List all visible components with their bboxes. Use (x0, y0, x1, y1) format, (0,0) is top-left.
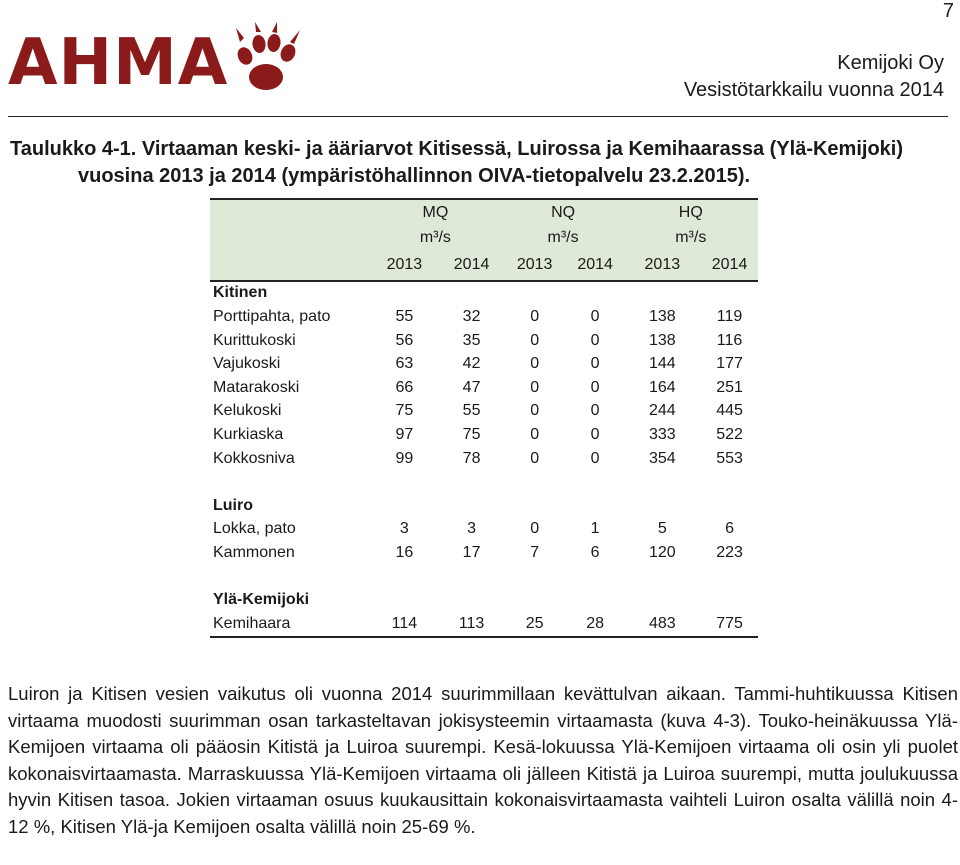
value-cell: 177 (716, 355, 743, 373)
section-spacer (210, 470, 758, 494)
value-cell: 244 (648, 402, 676, 420)
value-cell: 223 (716, 543, 743, 561)
station-name: Vajukoski (213, 355, 281, 373)
year-cell: 2014 (441, 250, 503, 281)
value-cell: 99 (395, 449, 414, 467)
value-cell: 775 (701, 612, 758, 637)
value-cell: 164 (648, 378, 676, 396)
value-cell: 32 (462, 307, 481, 325)
section-header-row (210, 588, 758, 612)
header-hq: HQ (624, 199, 758, 226)
station-name: Kokkosniva (213, 449, 295, 467)
value-cell: 0 (530, 449, 540, 467)
table-row (210, 376, 758, 400)
report-title: Vesistötarkkailu vuonna 2014 (683, 79, 944, 101)
value-cell: 0 (530, 425, 540, 443)
value-cell: 0 (590, 307, 600, 325)
value-cell: 55 (462, 402, 481, 420)
value-cell: 114 (368, 612, 440, 637)
section-title: Kitinen (213, 284, 268, 302)
value-cell: 0 (590, 378, 600, 396)
value-cell: 17 (462, 543, 481, 561)
table-header-units (210, 226, 758, 250)
value-cell: 28 (567, 612, 624, 637)
page-number: 7 (942, 0, 954, 22)
table-body (210, 281, 758, 637)
unit-hq: m³/s (624, 226, 758, 250)
value-cell: 116 (716, 331, 743, 349)
table-row (210, 423, 758, 447)
value-cell: 0 (530, 520, 540, 538)
value-cell: 0 (530, 355, 540, 373)
year-cell: 2013 (624, 250, 702, 281)
caption-line-2: vuosina 2013 ja 2014 (ympäristöhallinnon OIVA-tietopalvelu 23.2.2015). (78, 165, 751, 187)
section-title: Ylä-Kemijoki (213, 591, 310, 609)
table-row (210, 352, 758, 376)
value-cell: 0 (590, 331, 600, 349)
value-cell: 42 (462, 355, 481, 373)
table-row (210, 612, 758, 637)
value-cell: 0 (590, 355, 600, 373)
value-cell: 120 (648, 543, 676, 561)
value-cell: 6 (590, 543, 600, 561)
station-name: Kammonen (213, 543, 295, 561)
section-title: Luiro (213, 496, 253, 514)
table-caption (10, 136, 955, 190)
value-cell: 0 (530, 378, 540, 396)
value-cell: 138 (648, 331, 676, 349)
section-header-row (210, 494, 758, 518)
value-cell: 47 (462, 378, 481, 396)
value-cell: 6 (725, 520, 734, 538)
value-cell: 483 (624, 612, 702, 637)
value-cell: 138 (648, 307, 676, 325)
unit-nq: m³/s (503, 226, 624, 250)
value-cell: 0 (590, 449, 600, 467)
year-cell: 2014 (701, 250, 758, 281)
table-row (210, 518, 758, 542)
value-cell: 0 (530, 307, 540, 325)
table-row (210, 541, 758, 565)
station-name: Matarakoski (213, 378, 300, 396)
value-cell: 113 (441, 612, 503, 637)
year-cell: 2014 (567, 250, 624, 281)
value-cell: 7 (530, 543, 540, 561)
value-cell: 333 (648, 425, 676, 443)
value-cell: 75 (462, 425, 481, 443)
value-cell: 16 (395, 543, 414, 561)
value-cell: 63 (395, 355, 414, 373)
value-cell: 66 (395, 378, 414, 396)
value-cell: 0 (590, 402, 600, 420)
paw-print-icon (228, 22, 308, 102)
company-header (684, 50, 944, 104)
value-cell: 5 (657, 520, 667, 538)
value-cell: 553 (716, 449, 743, 467)
value-cell: 25 (503, 612, 567, 637)
station-name: Kurkiaska (213, 425, 284, 443)
flow-statistics-table (210, 198, 758, 638)
station-name: Lokka, pato (213, 520, 296, 538)
value-cell: 0 (530, 331, 540, 349)
value-cell: 119 (716, 307, 743, 325)
value-cell: 0 (530, 402, 540, 420)
header-mq: MQ (368, 199, 502, 226)
table-row (210, 447, 758, 471)
year-cell: 2013 (368, 250, 440, 281)
value-cell: 3 (467, 520, 477, 538)
company-name: Kemijoki Oy (837, 52, 944, 74)
value-cell: 445 (716, 402, 743, 420)
section-spacer (210, 565, 758, 589)
value-cell: 55 (395, 307, 414, 325)
table-row (210, 400, 758, 424)
table-row (210, 305, 758, 329)
value-cell: 3 (399, 520, 409, 538)
unit-mq: m³/s (368, 226, 502, 250)
value-cell: 78 (462, 449, 481, 467)
section-header-row (210, 281, 758, 306)
station-name: Kemihaara (210, 612, 368, 637)
value-cell: 97 (395, 425, 414, 443)
value-cell: 354 (648, 449, 676, 467)
value-cell: 522 (716, 425, 743, 443)
station-name: Kurittukoski (213, 331, 296, 349)
station-name: Porttipahta, pato (213, 307, 331, 325)
table-header-years (210, 250, 758, 281)
table-header-labels (210, 199, 758, 226)
table-row (210, 329, 758, 353)
value-cell: 1 (590, 520, 600, 538)
value-cell: 0 (590, 425, 600, 443)
header-divider (8, 116, 948, 117)
value-cell: 144 (648, 355, 676, 373)
body-paragraph: Luiron ja Kitisen vesien vaikutus oli vuonna 2014 suurimmillaan kevättulvan aikaan. Tammi-huhtikuussa Kitisen virtaama muodosti suurimman osan tarkasteltavan jokisysteemin virtaamasta (kuva 4-3). Touko-heinäkuussa Ylä-Kemijoen virtaama oli pääosin Kitistä ja Luiroa suurempi. Kesä-lokuussa Ylä-Kemijoen virtaama oli osin yli puolet kokonaisvirtaamasta. Marraskuussa Ylä-Kemijoen virtaama oli jälleen Kitistä ja Luiroa suurempi, mutta joulukuussa hyvin Kitisen tasoa. Jokien virtaaman osuus kuukausittain kokonaisvirtaamasta vaihteli Luiron osalta välillä noin 4-12 %, Kitisen Ylä-ja Kemijoen osalta välillä noin 25-69 %. (8, 683, 958, 837)
station-name: Kelukoski (213, 402, 282, 420)
value-cell: 75 (395, 402, 414, 420)
value-cell: 56 (395, 331, 414, 349)
caption-line-1: Taulukko 4-1. Virtaaman keski- ja ääriarvot Kitisessä, Luirossa ja Kemihaarassa (Ylä-Kemijoki) (10, 138, 903, 160)
logo-text: AHMA (8, 26, 229, 100)
ahma-logo (8, 22, 308, 98)
header-nq: NQ (503, 199, 624, 226)
value-cell: 251 (716, 378, 743, 396)
value-cell: 35 (462, 331, 481, 349)
year-cell: 2013 (503, 250, 567, 281)
